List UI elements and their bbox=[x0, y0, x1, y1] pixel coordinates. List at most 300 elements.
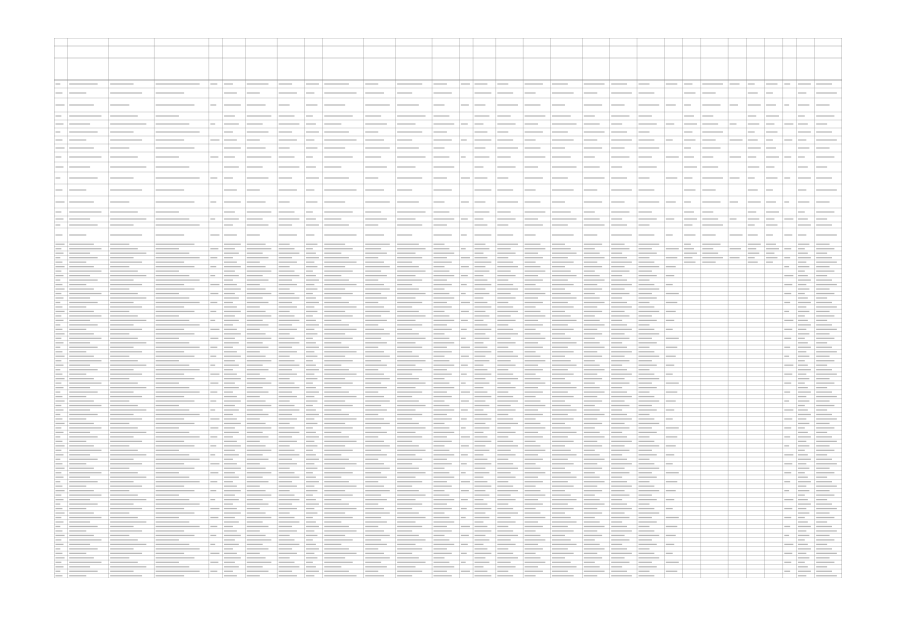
table-cell-text bbox=[156, 297, 190, 298]
table-cell-text bbox=[766, 166, 774, 167]
table-cell-text bbox=[611, 356, 624, 357]
table-cell-text bbox=[816, 320, 827, 321]
table-cell-text bbox=[497, 495, 510, 496]
table-cell-text bbox=[279, 508, 297, 509]
table-cell-text bbox=[639, 405, 652, 406]
table-cell-text bbox=[434, 378, 445, 379]
table-cell-text bbox=[397, 548, 422, 549]
table-cell-text bbox=[69, 557, 94, 558]
table-cell-text bbox=[324, 234, 356, 235]
table-cell-text bbox=[306, 553, 314, 554]
table-cell-text bbox=[306, 436, 319, 437]
table-cell-text bbox=[56, 432, 64, 433]
table-cell-text bbox=[461, 383, 466, 384]
table-cell-text bbox=[156, 450, 179, 451]
table-cell-text bbox=[279, 244, 290, 245]
table-cell-text bbox=[56, 405, 62, 406]
table-cell-text bbox=[247, 374, 260, 375]
table-cell-text bbox=[306, 131, 319, 132]
table-cell-text bbox=[525, 147, 541, 148]
table-cell-text bbox=[639, 477, 657, 478]
table-cell-text bbox=[639, 530, 655, 531]
table-cell-text bbox=[224, 544, 239, 545]
table-cell-text bbox=[306, 575, 314, 576]
table-cell-text bbox=[434, 257, 447, 258]
table-cell-text bbox=[110, 427, 138, 428]
table-cell-text bbox=[279, 351, 297, 352]
table-cell-text bbox=[702, 115, 713, 116]
table-cell-text bbox=[434, 177, 447, 178]
table-cell-text bbox=[365, 218, 387, 219]
table-cell-text bbox=[110, 477, 146, 478]
table-cell-text bbox=[816, 275, 827, 276]
table-cell-text bbox=[552, 293, 571, 294]
table-cell-text bbox=[798, 391, 811, 392]
table-cell-text bbox=[552, 360, 571, 361]
table-cell-text bbox=[525, 166, 538, 167]
table-cell-text bbox=[56, 369, 61, 370]
table-cell-text bbox=[584, 486, 597, 487]
table-cell-text bbox=[475, 365, 484, 366]
table-cell-text bbox=[702, 211, 713, 212]
table-cell-text bbox=[69, 338, 101, 339]
table-cell-text bbox=[110, 92, 142, 93]
table-cell-text bbox=[247, 177, 269, 178]
table-cell-text bbox=[525, 374, 536, 375]
table-cell-text bbox=[224, 248, 235, 249]
table-cell-text bbox=[69, 201, 94, 202]
table-cell-text bbox=[247, 503, 269, 504]
table-cell-text bbox=[324, 104, 345, 105]
table-cell-text bbox=[525, 189, 536, 190]
table-cell-text bbox=[525, 342, 538, 343]
table-cell-text bbox=[69, 495, 101, 496]
table-cell-text bbox=[247, 218, 263, 219]
table-cell-text bbox=[69, 257, 97, 258]
table-cell-text bbox=[798, 360, 805, 361]
table-cell-text bbox=[816, 257, 832, 258]
table-cell-text bbox=[279, 423, 290, 424]
table-cell-text bbox=[69, 311, 94, 312]
table-cell-text bbox=[279, 548, 292, 549]
table-cell-text bbox=[525, 288, 541, 289]
table-cell-text bbox=[497, 418, 513, 419]
table-cell-text bbox=[461, 139, 467, 140]
table-cell-text bbox=[639, 553, 655, 554]
table-cell-text bbox=[156, 562, 179, 563]
table-cell-text bbox=[475, 418, 492, 419]
table-cell-text bbox=[798, 405, 805, 406]
table-cell-text bbox=[156, 211, 179, 212]
table-cell-text bbox=[525, 306, 536, 307]
table-cell-text bbox=[156, 459, 200, 460]
table-cell-text bbox=[497, 104, 518, 105]
table-cell-text bbox=[816, 351, 837, 352]
table-cell-text bbox=[584, 472, 595, 473]
table-cell-text bbox=[584, 450, 595, 451]
table-cell-text bbox=[397, 218, 415, 219]
table-cell-text bbox=[552, 405, 571, 406]
table-cell-text bbox=[798, 104, 809, 105]
table-cell-text bbox=[110, 575, 142, 576]
table-cell-text bbox=[666, 139, 673, 140]
table-cell-text bbox=[324, 557, 345, 558]
table-cell-text bbox=[397, 315, 425, 316]
table-cell-text bbox=[497, 253, 515, 254]
table-cell-text bbox=[552, 333, 565, 334]
table-cell-text bbox=[397, 499, 415, 500]
table-cell-text bbox=[684, 248, 694, 249]
table-cell-text bbox=[156, 512, 195, 513]
table-cell-text bbox=[552, 472, 571, 473]
table-cell-text bbox=[306, 566, 316, 567]
table-cell-text bbox=[279, 409, 300, 410]
table-cell-text bbox=[224, 557, 241, 558]
table-cell-text bbox=[611, 262, 632, 263]
table-cell-text bbox=[210, 123, 215, 124]
table-cell-text bbox=[639, 503, 650, 504]
table-cell-text bbox=[365, 302, 378, 303]
table-cell-text bbox=[247, 356, 266, 357]
table-cell-text bbox=[434, 396, 452, 397]
table-cell-text bbox=[279, 418, 297, 419]
table-cell-text bbox=[552, 383, 571, 384]
table-cell-text bbox=[306, 387, 316, 388]
table-cell-text bbox=[56, 486, 63, 487]
table-cell-text bbox=[69, 306, 86, 307]
table-cell-text bbox=[584, 535, 602, 536]
table-cell-text bbox=[56, 248, 62, 249]
table-cell-text bbox=[611, 553, 632, 554]
table-cell-text bbox=[584, 432, 600, 433]
table-cell-text bbox=[56, 139, 63, 140]
table-cell-text bbox=[639, 147, 660, 148]
table-cell-text bbox=[639, 575, 655, 576]
table-cell-text bbox=[611, 218, 622, 219]
table-cell-text bbox=[434, 139, 452, 140]
table-cell-text bbox=[365, 472, 381, 473]
table-cell-text bbox=[279, 288, 290, 289]
table-cell-text bbox=[397, 459, 422, 460]
table-cell-text bbox=[497, 275, 515, 276]
table-cell-text bbox=[397, 535, 419, 536]
table-cell-text bbox=[611, 427, 629, 428]
table-cell-text bbox=[156, 201, 195, 202]
table-cell-text bbox=[639, 512, 660, 513]
table-cell-text bbox=[210, 571, 217, 572]
table-cell-text bbox=[247, 156, 272, 157]
table-cell-text bbox=[69, 365, 90, 366]
table-cell-text bbox=[69, 92, 86, 93]
table-cell-text bbox=[766, 257, 777, 258]
table-cell-text bbox=[69, 211, 101, 212]
table-cell-text bbox=[784, 104, 789, 105]
table-cell-text bbox=[156, 495, 179, 496]
table-cell-text bbox=[156, 383, 179, 384]
table-cell-text bbox=[56, 342, 64, 343]
table-cell-text bbox=[639, 566, 657, 567]
table-cell-text bbox=[156, 378, 195, 379]
table-cell-text bbox=[552, 266, 565, 267]
table-cell-text bbox=[611, 526, 627, 527]
table-cell-text bbox=[552, 92, 574, 93]
table-cell-text bbox=[324, 383, 352, 384]
table-cell-text bbox=[69, 548, 97, 549]
table-cell-text bbox=[365, 387, 387, 388]
table-cell-text bbox=[611, 454, 622, 455]
table-cell-text bbox=[816, 571, 832, 572]
table-cell-text bbox=[56, 275, 64, 276]
table-cell-text bbox=[224, 351, 237, 352]
table-cell-text bbox=[497, 279, 508, 280]
table-cell-text bbox=[766, 131, 777, 132]
table-cell-text bbox=[816, 315, 834, 316]
table-cell-text bbox=[525, 391, 543, 392]
table-cell-text bbox=[69, 503, 97, 504]
table-cell-text bbox=[784, 544, 793, 545]
table-cell-text bbox=[247, 284, 260, 285]
table-cell-text bbox=[816, 288, 829, 289]
table-cell-text bbox=[552, 557, 565, 558]
table-cell-text bbox=[56, 374, 63, 375]
table-cell-text bbox=[552, 427, 571, 428]
table-cell-text bbox=[798, 279, 811, 280]
table-cell-text bbox=[324, 463, 356, 464]
table-cell-text bbox=[365, 139, 384, 140]
table-cell-text bbox=[210, 83, 217, 84]
table-cell-text bbox=[461, 123, 468, 124]
table-cell-text bbox=[210, 490, 216, 491]
table-cell-text bbox=[69, 253, 90, 254]
table-cell-text bbox=[639, 374, 655, 375]
table-cell-text bbox=[224, 548, 233, 549]
table-cell-text bbox=[639, 83, 650, 84]
table-cell-text bbox=[639, 302, 650, 303]
table-cell-text bbox=[475, 530, 492, 531]
table-cell-text bbox=[365, 436, 378, 437]
table-cell-text bbox=[56, 253, 64, 254]
table-cell-text bbox=[324, 562, 352, 563]
table-cell-text bbox=[279, 156, 295, 157]
table-cell-text bbox=[324, 387, 341, 388]
table-cell-text bbox=[365, 189, 384, 190]
table-cell-text bbox=[525, 369, 543, 370]
table-cell-text bbox=[365, 450, 381, 451]
table-cell-text bbox=[552, 450, 571, 451]
table-cell-text bbox=[365, 481, 378, 482]
table-cell-text bbox=[279, 562, 295, 563]
table-cell-text bbox=[611, 156, 629, 157]
table-cell-text bbox=[461, 311, 469, 312]
table-cell-text bbox=[611, 495, 629, 496]
table-cell-text bbox=[69, 562, 101, 563]
table-cell-text bbox=[110, 288, 129, 289]
table-cell-text bbox=[639, 369, 650, 370]
table-cell-text bbox=[639, 257, 650, 258]
table-cell-text bbox=[324, 177, 349, 178]
table-cell-text bbox=[666, 409, 674, 410]
table-cell-text bbox=[684, 218, 697, 219]
table-cell-text bbox=[69, 293, 101, 294]
table-cell-text bbox=[552, 526, 568, 527]
table-cell-text bbox=[702, 248, 713, 249]
table-cell-text bbox=[475, 279, 488, 280]
table-cell-text bbox=[110, 147, 129, 148]
table-cell-text bbox=[611, 418, 632, 419]
table-cell-text bbox=[584, 539, 595, 540]
table-cell-text bbox=[584, 139, 597, 140]
table-cell-text bbox=[324, 342, 341, 343]
table-cell-text bbox=[397, 115, 425, 116]
table-cell-text bbox=[397, 324, 422, 325]
table-cell-text bbox=[247, 391, 269, 392]
table-cell-text bbox=[639, 351, 655, 352]
table-cell-text bbox=[306, 378, 317, 379]
table-cell-text bbox=[306, 503, 319, 504]
table-cell-text bbox=[156, 553, 184, 554]
table-cell-text bbox=[224, 211, 235, 212]
table-cell-text bbox=[475, 544, 484, 545]
table-cell-text bbox=[666, 427, 679, 428]
table-cell-text bbox=[552, 131, 568, 132]
table-cell-text bbox=[56, 544, 64, 545]
table-cell-text bbox=[56, 396, 63, 397]
table-cell-text bbox=[816, 490, 829, 491]
table-cell-text bbox=[306, 409, 316, 410]
table-cell-text bbox=[816, 383, 834, 384]
table-cell-text bbox=[525, 262, 536, 263]
table-cell-text bbox=[224, 436, 233, 437]
table-cell-text bbox=[56, 284, 63, 285]
table-cell-text bbox=[784, 284, 792, 285]
table-cell-text bbox=[584, 374, 597, 375]
table-cell-text bbox=[224, 189, 237, 190]
table-cell-text bbox=[397, 275, 415, 276]
table-cell-text bbox=[224, 279, 233, 280]
table-cell-text bbox=[306, 139, 314, 140]
table-cell-text bbox=[639, 329, 655, 330]
table-cell-text bbox=[748, 244, 761, 245]
table-cell-text bbox=[224, 530, 237, 531]
table-cell-text bbox=[461, 553, 467, 554]
table-cell-text bbox=[156, 333, 195, 334]
table-cell-text bbox=[525, 432, 538, 433]
table-cell-text bbox=[639, 481, 650, 482]
table-cell-text bbox=[784, 391, 790, 392]
table-cell-text bbox=[475, 189, 492, 190]
table-cell-text bbox=[210, 218, 215, 219]
table-cell-text bbox=[247, 427, 272, 428]
table-cell-text bbox=[684, 257, 692, 258]
table-cell-text bbox=[156, 472, 179, 473]
table-cell-text bbox=[584, 201, 602, 202]
table-cell-text bbox=[156, 271, 179, 272]
table-cell-text bbox=[748, 115, 756, 116]
table-cell-text bbox=[748, 83, 755, 84]
table-cell-text bbox=[639, 266, 660, 267]
table-cell-text bbox=[224, 271, 235, 272]
table-cell-text bbox=[475, 315, 490, 316]
table-cell-text bbox=[584, 548, 605, 549]
table-cell-text bbox=[461, 400, 469, 401]
table-cell-text bbox=[611, 311, 624, 312]
table-cell-text bbox=[156, 166, 190, 167]
table-cell-text bbox=[611, 257, 627, 258]
table-cell-text bbox=[279, 486, 297, 487]
table-cell-text bbox=[365, 468, 390, 469]
table-cell-text bbox=[247, 279, 269, 280]
table-cell-text bbox=[156, 360, 179, 361]
table-cell-text bbox=[210, 481, 217, 482]
table-cell-text bbox=[110, 481, 133, 482]
table-cell-text bbox=[397, 503, 422, 504]
table-cell-text bbox=[702, 92, 715, 93]
table-cell-text bbox=[784, 275, 793, 276]
table-cell-text bbox=[56, 279, 61, 280]
table-cell-text bbox=[306, 432, 316, 433]
table-cell-text bbox=[247, 521, 263, 522]
table-cell-text bbox=[56, 508, 63, 509]
table-cell-text bbox=[497, 297, 515, 298]
table-cell-text bbox=[639, 472, 652, 473]
table-cell-text bbox=[69, 445, 94, 446]
table-cell-text bbox=[279, 356, 290, 357]
table-cell-text bbox=[110, 459, 133, 460]
table-cell-text bbox=[525, 297, 538, 298]
table-cell-text bbox=[210, 427, 218, 428]
table-cell-text bbox=[798, 495, 805, 496]
table-cell-text bbox=[397, 544, 415, 545]
table-cell-text bbox=[611, 544, 622, 545]
table-cell-text bbox=[611, 315, 629, 316]
table-cell-text bbox=[584, 566, 600, 567]
table-cell-text bbox=[816, 131, 832, 132]
table-cell-text bbox=[552, 297, 577, 298]
table-cell-text bbox=[110, 297, 146, 298]
table-cell-text bbox=[497, 324, 508, 325]
table-cell-text bbox=[210, 356, 216, 357]
table-cell-text bbox=[69, 131, 97, 132]
table-cell-text bbox=[306, 441, 314, 442]
table-cell-text bbox=[56, 526, 61, 527]
table-cell-text bbox=[397, 383, 425, 384]
table-cell-text bbox=[306, 224, 319, 225]
table-cell-text bbox=[525, 396, 536, 397]
table-cell-text bbox=[497, 544, 515, 545]
table-cell-text bbox=[666, 218, 674, 219]
table-cell-text bbox=[666, 526, 677, 527]
table-cell-text bbox=[306, 360, 313, 361]
table-cell-text bbox=[816, 234, 837, 235]
table-cell-text bbox=[525, 409, 538, 410]
table-cell-text bbox=[525, 495, 546, 496]
table-cell-text bbox=[497, 351, 513, 352]
table-cell-text bbox=[784, 553, 792, 554]
table-cell-text bbox=[247, 333, 266, 334]
table-cell-text bbox=[56, 333, 65, 334]
table-cell-text bbox=[730, 177, 740, 178]
table-cell-text bbox=[224, 201, 241, 202]
table-cell-text bbox=[798, 189, 806, 190]
table-cell-text bbox=[306, 418, 314, 419]
table-cell-text bbox=[461, 284, 467, 285]
table-cell-text bbox=[306, 499, 316, 500]
table-cell-text bbox=[110, 490, 129, 491]
table-cell-text bbox=[684, 177, 692, 178]
table-cell-text bbox=[247, 544, 263, 545]
table-cell-text bbox=[397, 156, 425, 157]
table-cell-text bbox=[306, 544, 316, 545]
